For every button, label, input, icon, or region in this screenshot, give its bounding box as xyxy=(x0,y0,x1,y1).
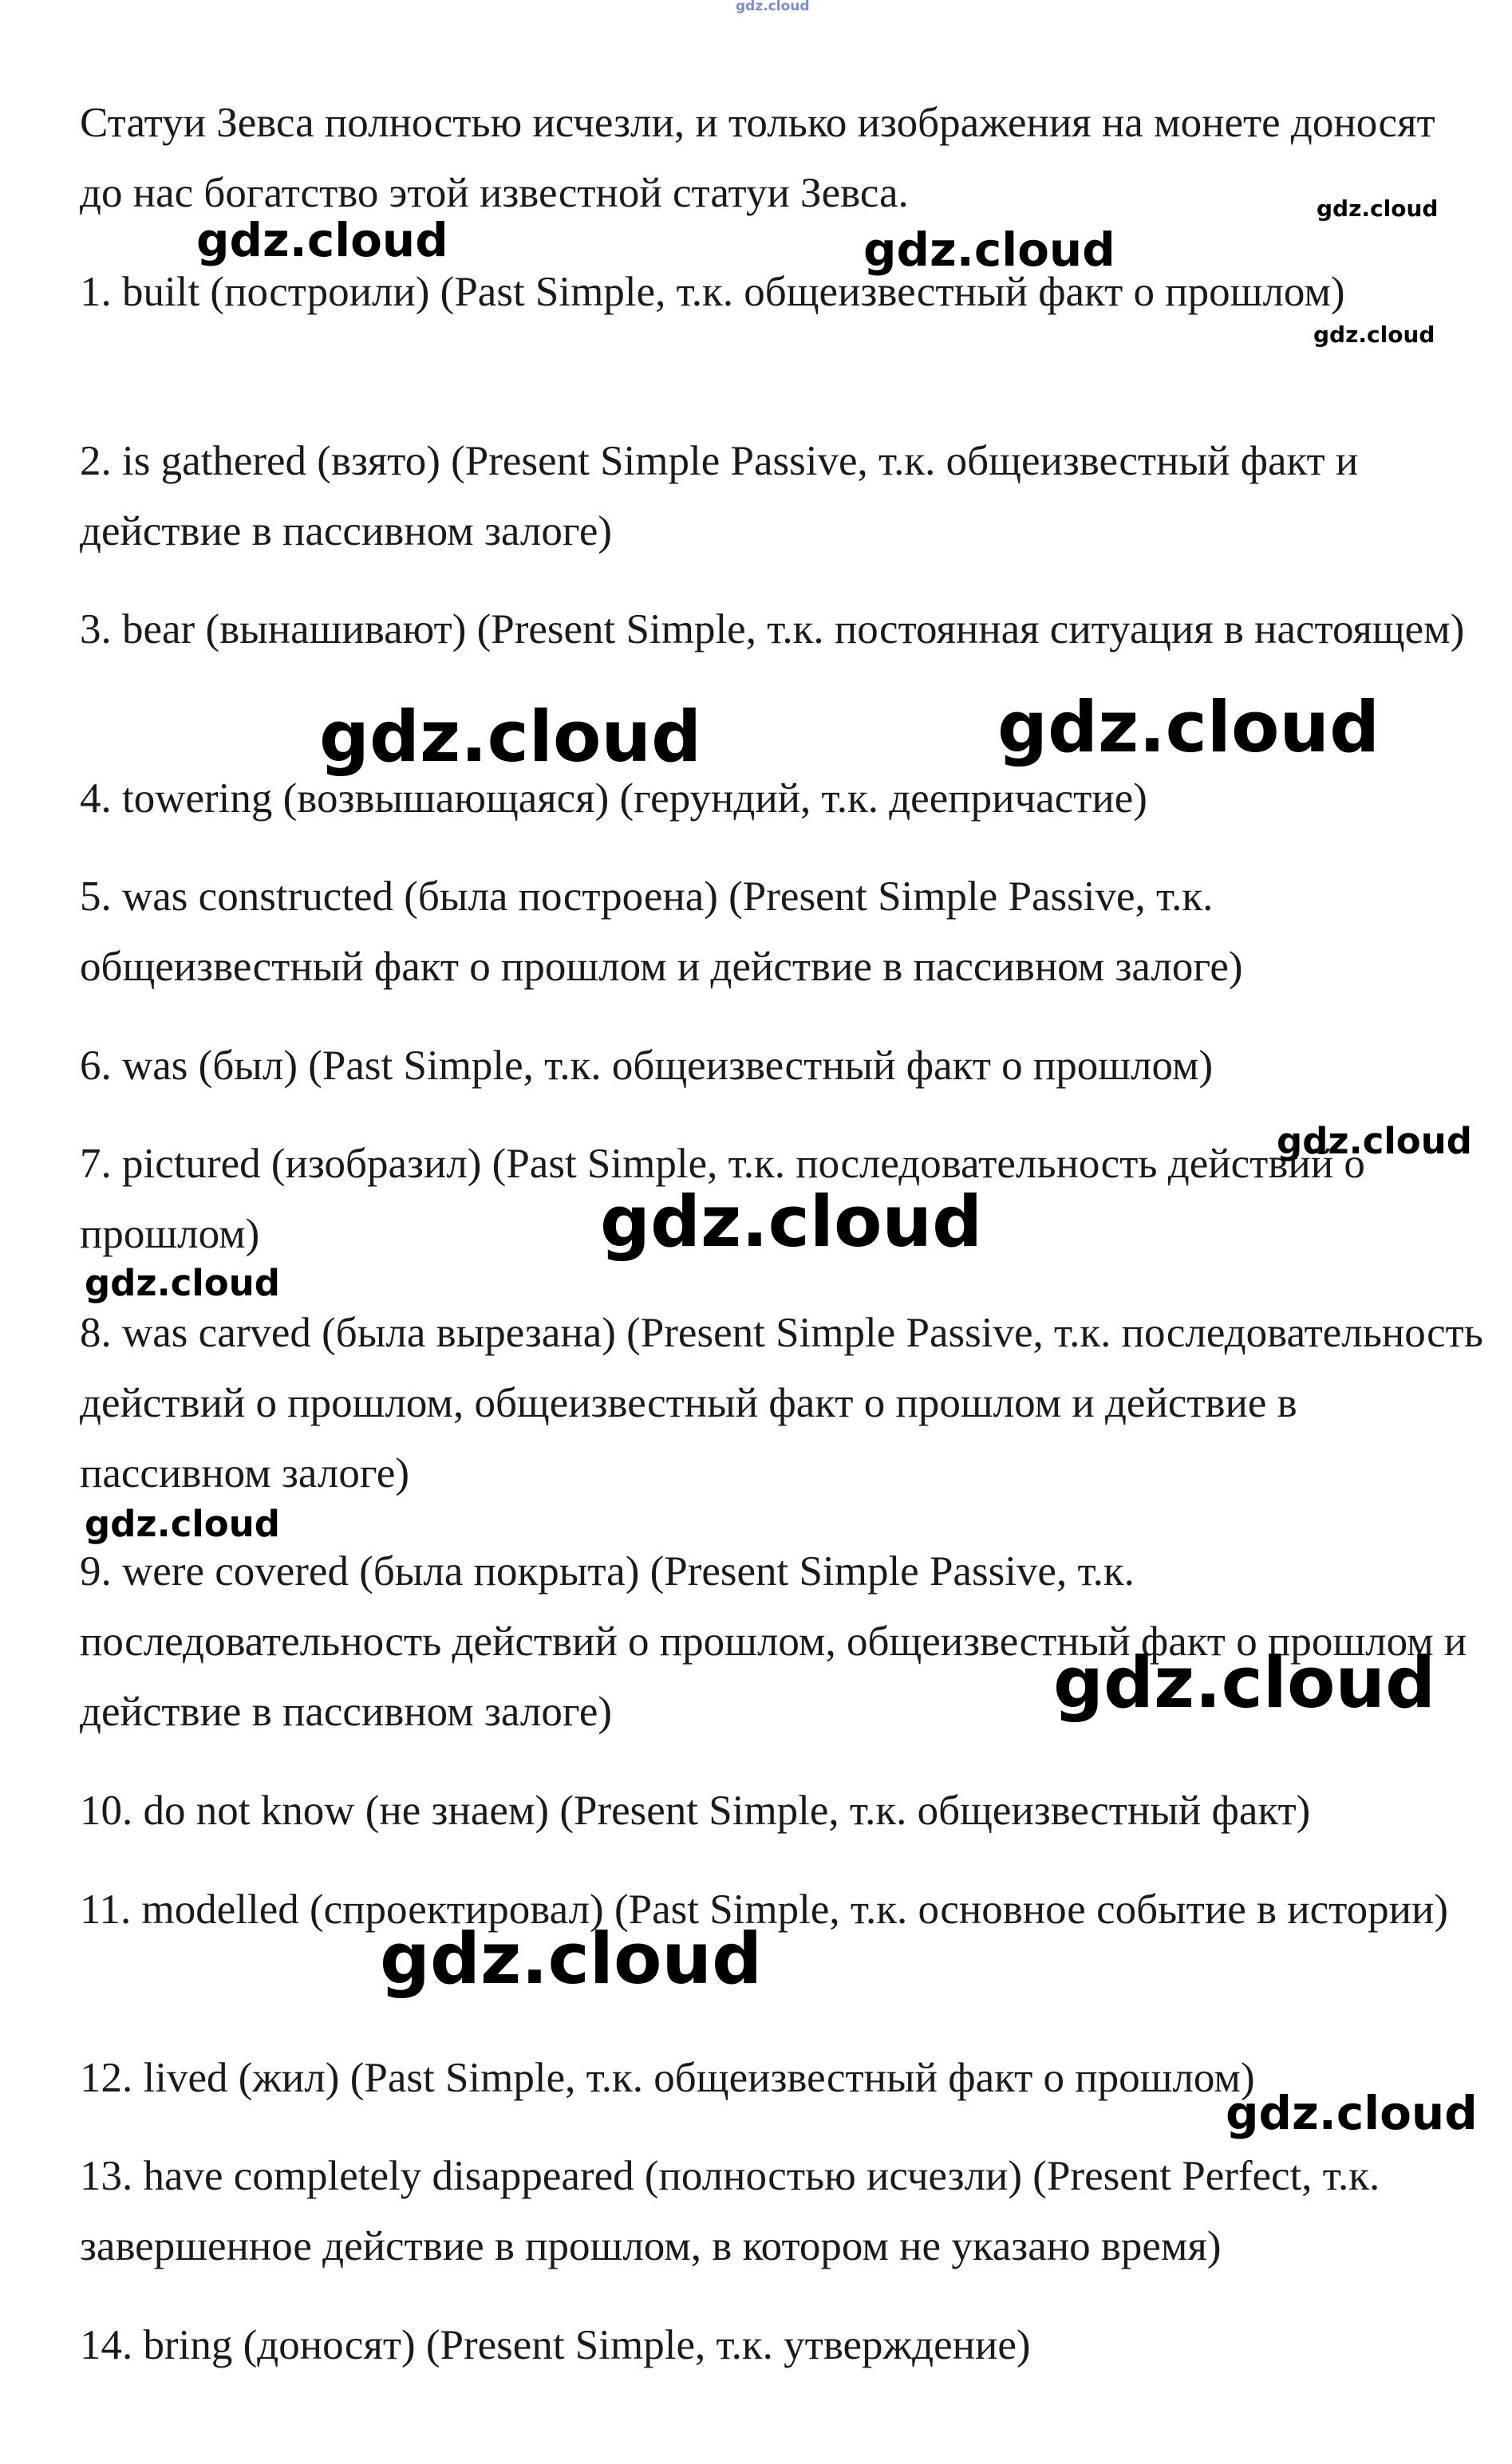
answer-item-7: 7. pictured (изобразил) (Past Simple, т.к. последовательность действий о прошлом) xyxy=(80,1141,1365,1257)
answer-item-9: 9. were covered (была покрыта) (Present Simple Passive, т.к. последовательность действий о прошлом, общеизвестный факт о прошлом и действие в пассивном залоге) xyxy=(80,1548,1467,1735)
intro-paragraph: Статуи Зевса полностью исчезли, и только изображения на монете доносят до нас богатство этой известной статуи Зевса. xyxy=(80,100,1435,216)
answer-item-1: 1. built (построили) (Past Simple, т.к. общеизвестный факт о прошлом) xyxy=(80,269,1345,315)
answer-item-4: 4. towering (возвышающаяся) (герундий, т.к. деепричастие) xyxy=(80,775,1147,822)
watermark: gdz.cloud xyxy=(380,1918,763,2000)
watermark: gdz.cloud xyxy=(1226,2086,1478,2140)
answer-item-8: 8. was carved (была вырезана) (Present Simple Passive, т.к. последовательность действий о прошлом, общеизвестный факт о прошлом и действие в пассивном залоге) xyxy=(80,1310,1483,1496)
watermark: gdz.cloud xyxy=(1277,1120,1472,1162)
watermark: gdz.cloud xyxy=(85,1503,280,1545)
watermark: gdz.cloud xyxy=(863,223,1115,277)
watermark: gdz.cloud xyxy=(1317,195,1439,222)
answer-item-13: 13. have completely disappeared (полностью исчезли) (Present Perfect, т.к. завершенное действие в прошлом, в котором не указано время) xyxy=(80,2153,1380,2269)
answer-item-11: 11. modelled (спроектировал) (Past Simple, т.к. основное событие в истории) xyxy=(80,1886,1448,1933)
watermark: gdz.cloud xyxy=(1053,1642,1436,1724)
watermark: gdz.cloud xyxy=(1313,321,1435,348)
header-watermark: gdz.cloud xyxy=(736,0,810,14)
answer-item-5: 5. was constructed (была построена) (Present Simple Passive, т.к. общеизвестный факт о прошлом и действие в пассивном залоге) xyxy=(80,873,1243,990)
watermark: gdz.cloud xyxy=(85,1262,280,1304)
answer-item-12: 12. lived (жил) (Past Simple, т.к. общеизвестный факт о прошлом) xyxy=(80,2055,1255,2101)
watermark: gdz.cloud xyxy=(319,696,702,778)
answer-item-10: 10. do not know (не знаем) (Present Simple, т.к. общеизвестный факт) xyxy=(80,1788,1311,1834)
watermark: gdz.cloud xyxy=(997,686,1380,768)
answer-item-6: 6. was (был) (Past Simple, т.к. общеизвестный факт о прошлом) xyxy=(80,1043,1214,1089)
watermark: gdz.cloud xyxy=(600,1181,983,1263)
answer-item-2: 2. is gathered (взято) (Present Simple Passive, т.к. общеизвестный факт и действие в пассивном залоге) xyxy=(80,438,1359,554)
watermark: gdz.cloud xyxy=(196,213,448,267)
answer-item-14: 14. bring (доносят) (Present Simple, т.к. утверждение) xyxy=(80,2322,1031,2368)
answer-item-3: 3. bear (вынашивают) (Present Simple, т.к. постоянная ситуация в настоящем) xyxy=(80,606,1465,652)
